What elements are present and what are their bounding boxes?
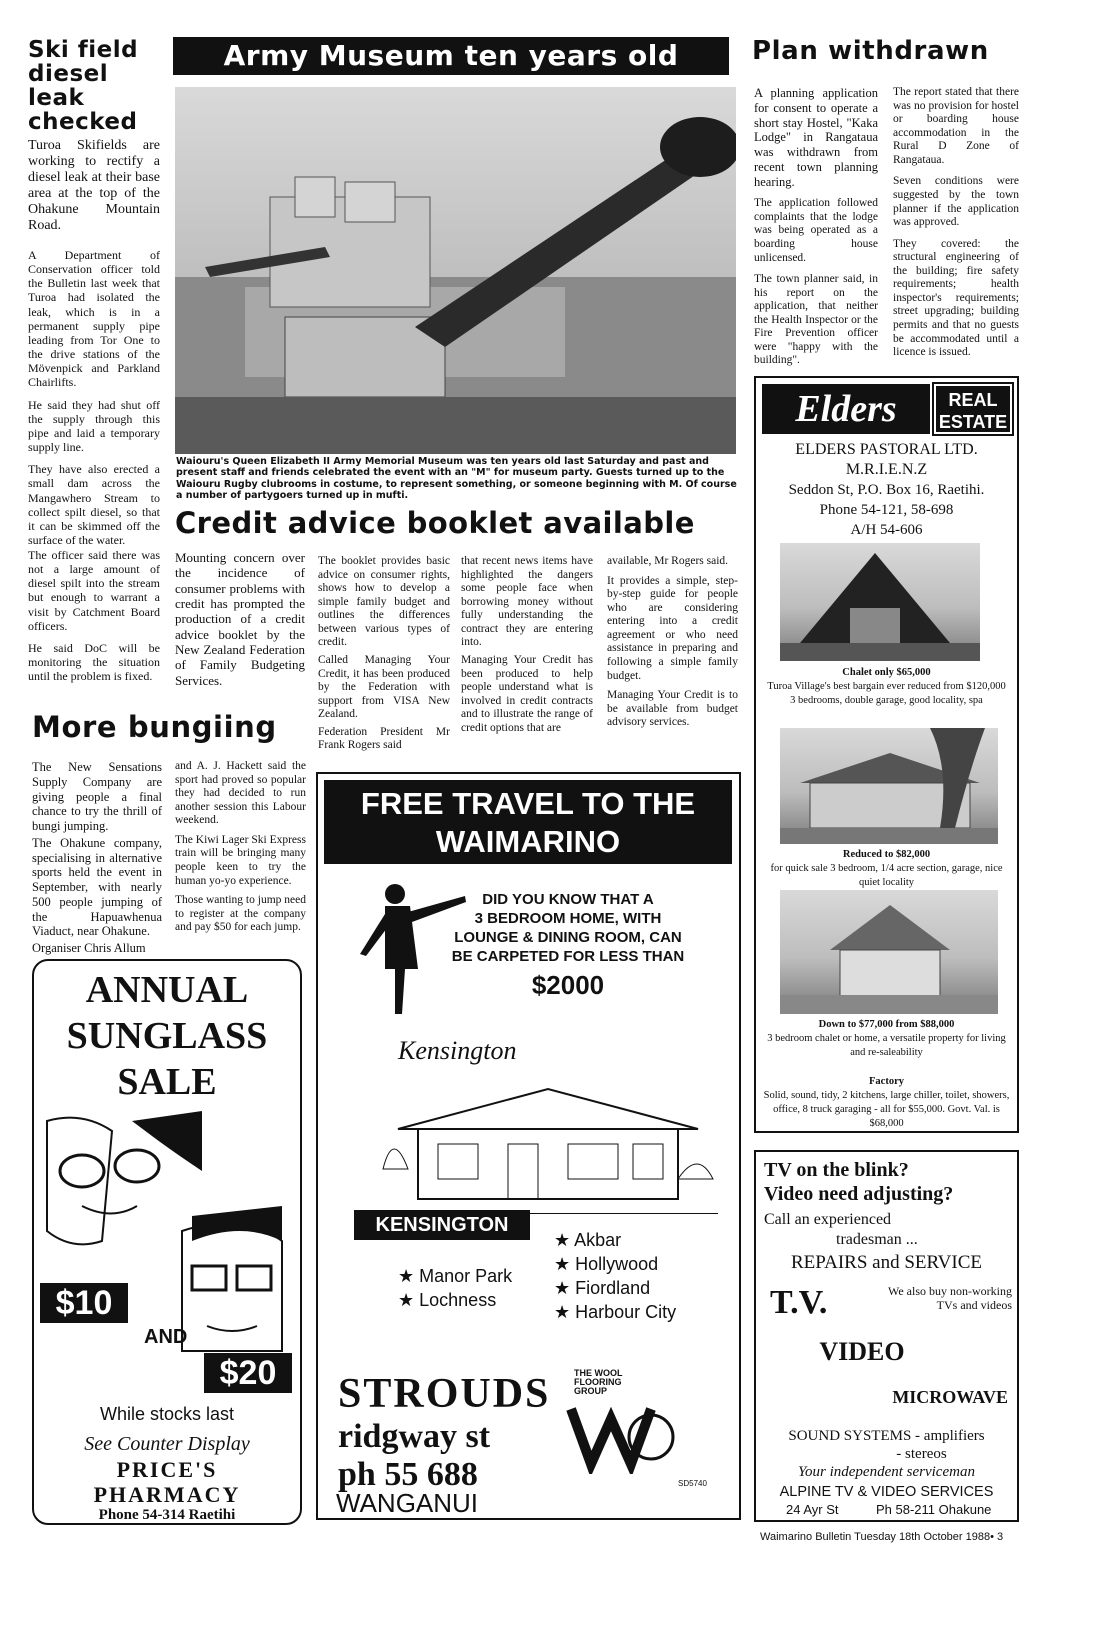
credit-paragraph: Managing Your Credit is to be available from budget advisory services. — [607, 689, 738, 729]
tv-buy-note — [852, 1284, 1012, 1312]
credit-paragraph: Federation President Mr Frank Rogers said — [318, 725, 450, 752]
carpet-range-list-2 — [554, 1228, 676, 1324]
pharmacy-name-1: PRICE'S — [116, 1457, 218, 1482]
sound-line: - stereos — [896, 1446, 947, 1462]
elders-contact — [756, 440, 1017, 540]
elders-company: ELDERS PASTORAL LTD. — [795, 441, 978, 458]
sound-line: SOUND SYSTEMS - amplifiers — [788, 1428, 985, 1444]
carpet-range-item: ★ Manor Park — [398, 1266, 513, 1286]
carpet-range-item: ★ Harbour City — [554, 1302, 677, 1322]
tv-buy-line: We also buy non-working — [887, 1284, 1012, 1298]
house-illustration — [780, 728, 998, 844]
house-2-photo — [780, 728, 998, 844]
listing-title: Chalet only $65,000 — [842, 667, 931, 678]
ad-code: SD5740 — [678, 1479, 707, 1488]
elders-real-estate-ad — [754, 376, 1019, 1133]
carpet-range-item: ★ Fiordland — [554, 1278, 651, 1298]
free-travel-banner — [324, 780, 732, 864]
ski-lead: Turoa Skifields are working to rectify a diesel leak at their base area at the top of the Ohakune Mountain Road. — [28, 138, 160, 234]
listing-1 — [756, 666, 1017, 708]
plan-headline: Plan withdrawn — [752, 36, 989, 66]
credit-col-3 — [461, 555, 593, 743]
sunglasses-faces-illustration — [42, 1111, 292, 1361]
pharmacy-name-2: PHARMACY — [93, 1482, 241, 1507]
listing-title: Down to $77,000 from $88,000 — [818, 1019, 955, 1030]
question-line: LOUNGE & DINING ROOM, CAN — [454, 929, 682, 946]
ski-body-continued — [28, 548, 160, 691]
house-illustration — [378, 1069, 718, 1214]
tv-call-line: tradesman ... — [836, 1231, 918, 1248]
carpet-price: $2000 — [531, 970, 605, 1000]
tv-label: T.V. — [770, 1284, 828, 1321]
wool-line: FLOORING — [574, 1377, 622, 1387]
independent-serviceman: Your independent serviceman — [798, 1464, 975, 1480]
strouds-carpet-ad — [316, 772, 741, 1520]
real-estate-badge — [934, 384, 1012, 434]
bungi-paragraph: and A. J. Hackett said the sport had proved so popular they had decided to run another session this Labour weekend. — [175, 760, 306, 827]
page-footer: Waimarino Bulletin Tuesday 18th October 1988• 3 — [760, 1531, 1004, 1543]
plan-col-1 — [754, 86, 878, 376]
elders-logo: Elders — [762, 384, 930, 434]
sunglass-title — [34, 967, 300, 1105]
question-line: DID YOU KNOW THAT A — [482, 891, 654, 908]
sunglass-title-line: ANNUAL — [85, 969, 249, 1011]
elders-phone: Phone 54-121, 58-698 — [819, 502, 954, 518]
stocks-note: While stocks last — [99, 1404, 235, 1424]
sound-systems — [756, 1427, 1017, 1463]
ski-paragraph: The officer said there was not a large amount of diesel spilt into the stream but enough to warrant a visit by Catchment Board officers. — [28, 548, 160, 633]
bungi-headline: More bungiing — [32, 710, 277, 744]
ski-paragraph: He said they had shut off the supply through this pipe and laid a temporary supply line. — [28, 397, 160, 455]
bungi-col-1 — [32, 760, 162, 964]
price-20-badge: $20 — [204, 1353, 292, 1393]
alpine-name: ALPINE TV & VIDEO SERVICES — [779, 1484, 994, 1500]
question-line: BE CARPETED FOR LESS THAN — [451, 948, 685, 965]
army-museum-photo — [175, 87, 736, 454]
credit-paragraph: It provides a simple, step-by-step guide for people who are considering entering into a credit agreement or who need assistance in preparing and following a simple family budget. — [607, 574, 738, 682]
chalet-house-illustration — [780, 543, 980, 661]
credit-headline: Credit advice booklet available — [175, 506, 695, 540]
microwave-label: MICROWAVE — [892, 1387, 1008, 1407]
tv-heading-line: TV on the blink? — [764, 1159, 909, 1181]
carpet-question — [438, 890, 698, 966]
video-label: VIDEO — [819, 1337, 905, 1366]
chalet-home-illustration — [780, 890, 998, 1014]
credit-paragraph: Managing Your Credit has been produced to help people understand what is involved in credit contracts and to illustrate the range of credit options that are — [461, 653, 593, 734]
credit-col-2 — [318, 555, 450, 761]
listing-3 — [756, 1018, 1017, 1060]
army-headline: Army Museum ten years old — [173, 37, 729, 75]
army-caption: Waiouru's Queen Elizabeth II Army Memorial Museum was ten years old last Saturday and past and present staff and friends celebrated the event with an "M" for museum party. Guests turned up to the Waiouru Rugby clubrooms in costume, to represent something, or someone beginning with M. Of course a number of partygoers turned up in mufti. — [176, 456, 737, 502]
sunglass-title-line: SUNGLASS — [66, 1015, 268, 1057]
tank-gun-illustration — [175, 87, 736, 454]
house-3-photo — [780, 890, 998, 1014]
alpine-phone: Ph 58-211 Ohakune — [876, 1502, 992, 1517]
tv-call-line: Call an experienced — [764, 1211, 892, 1228]
listing-title: Factory — [869, 1076, 904, 1087]
plan-paragraph: Seven conditions were suggested by the town planner if the application was approved. — [893, 175, 1019, 229]
credit-col-4 — [607, 555, 738, 738]
plan-paragraph: The report stated that there was no provision for hostel or boarding house accommodation in the Rural D Zone of Rangataua. — [893, 86, 1019, 166]
sunglass-and: AND — [144, 1326, 188, 1348]
plan-paragraph: A planning application for consent to operate a short stay Hostel, "Kaka Lodge" in Rangataua was withdrawn from recent town planning hearing. — [754, 86, 878, 189]
listing-description: 3 bedroom chalet or home, a versatile property for living and re-saleability — [767, 1033, 1006, 1058]
carpet-range-item: ★ Lochness — [398, 1290, 497, 1310]
bungi-paragraph: The Ohakune company, specialising in alternative sports held the event in September, with nearly 500 people jumping of the Hapuawhenua Viaduct, near Ohakune. — [32, 835, 162, 939]
wool-flooring-group — [574, 1369, 623, 1396]
carpet-range-list-1 — [398, 1264, 512, 1312]
bungi-paragraph: The Kiwi Lager Ski Express train will be bringing many people keen to try the human yo-yo experience. — [175, 833, 306, 887]
sunglass-title-line: SALE — [117, 1061, 217, 1103]
credit-paragraph: The booklet provides basic advice on consumer rights, shows how to develop a simple family budget and outlines the differences between various types of credit. — [318, 555, 450, 649]
strouds-phone: ph 55 688 — [338, 1456, 478, 1493]
tv-heading — [764, 1158, 953, 1206]
bungi-paragraph: The New Sensations Supply Company are giving people a final chance to try the thrill of bungi jumping. — [32, 760, 162, 833]
tv-call — [764, 1210, 918, 1250]
ski-headline: Ski field diesel leak checked — [28, 37, 139, 136]
listing-description: Solid, sound, tidy, 2 kitchens, large chiller, toilet, showers, office, 8 truck garaging - all for $55,000. Govt. Val. is $68,000 — [763, 1090, 1010, 1129]
bungi-paragraph: Those wanting to jump need to register at the company and pay $50 for each jump. — [175, 894, 306, 934]
banner-line: WAIMARINO — [435, 824, 621, 859]
banner-line: FREE TRAVEL TO THE — [360, 786, 696, 821]
carpet-range-item: ★ Hollywood — [554, 1254, 659, 1274]
plan-paragraph: The application followed complaints that the lodge was being operated as a boarding house unlicensed. — [754, 197, 878, 264]
tv-heading-line: Video need adjusting? — [764, 1183, 954, 1205]
listing-description: Turoa Village's best bargain ever reduced from $120,000 3 bedrooms, double garage, good locality, spa — [767, 681, 1006, 706]
plan-paragraph: The town planner said, in his report on the application, that neither the Health Inspector or the Fire Prevention officer were "happy with the building". — [754, 273, 878, 367]
counter-display: See Counter Display — [84, 1433, 250, 1455]
price-10-badge: $10 — [40, 1283, 128, 1323]
kensington-script-logo: Kensington — [398, 1036, 517, 1065]
strouds-city: WANGANUI — [336, 1488, 479, 1518]
wool-line: THE WOOL — [574, 1368, 623, 1378]
sunglass-sale-ad — [32, 959, 302, 1525]
kensington-label: KENSINGTON — [354, 1210, 530, 1240]
plan-col-2 — [893, 86, 1019, 368]
ski-body — [28, 248, 160, 555]
elders-reg: M.R.I.E.N.Z — [845, 461, 928, 478]
listing-2 — [756, 848, 1017, 890]
strouds-name: STROUDS — [338, 1371, 551, 1417]
question-line: 3 BEDROOM HOME, WITH — [474, 910, 662, 927]
credit-paragraph: Called Managing Your Credit, it has been produced by the Federation with support from VISA New Zealand. — [318, 653, 450, 721]
plan-paragraph: They covered: the structural engineering of the building; fire safety requirements; health inspector's requirements; street upgrading; building permits and that no guests be accommodated until a licence is issued. — [893, 237, 1019, 359]
elders-address: Seddon St, P.O. Box 16, Raetihi. — [788, 482, 985, 498]
ski-paragraph: A Department of Conservation officer told the Bulletin last week that Turoa had isolated the leak, which is in a permanent supply pipe leading from Tor One to the drive stations of the Mövenpick and Parkland Chairlifts. — [28, 248, 160, 390]
bungi-col-2 — [175, 760, 306, 943]
alpine-address: 24 Ayr St — [786, 1502, 839, 1517]
bungi-paragraph: Organiser Chris Allum — [32, 941, 146, 955]
elders-after-hours: A/H 54-606 — [850, 522, 923, 538]
strouds-street: ridgway st — [338, 1418, 491, 1455]
carpet-range-item: ★ Akbar — [554, 1230, 622, 1250]
tv-repairs: REPAIRS and SERVICE — [791, 1252, 982, 1273]
credit-col-1: Mounting concern over the incidence of consumer problems with credit has prompted the production of a credit advice booklet by the New Zealand Federation of Family Budgeting Services. — [175, 550, 305, 688]
chalet-photo — [780, 543, 980, 661]
credit-paragraph: available, Mr Rogers said. — [607, 555, 729, 567]
ski-paragraph: He said DoC will be monitoring the situation until the problem is fixed. — [28, 640, 160, 684]
listing-description: for quick sale 3 bedroom, 1/4 acre section, garage, nice quiet locality — [770, 863, 1003, 888]
ski-paragraph: They have also erected a small dam across the Mangawhero Stream to collect spilt diesel, so that it can be skimmed off the surface of the water. — [28, 462, 160, 547]
listing-4 — [756, 1075, 1017, 1131]
badge-line: REAL — [948, 390, 998, 410]
pharmacy-phone: Phone 54-314 Raetihi — [98, 1507, 236, 1523]
wool-group-logo-icon — [566, 1399, 676, 1474]
listing-title: Reduced to $82,000 — [842, 849, 931, 860]
tv-buy-line: TVs and videos — [936, 1298, 1012, 1312]
alpine-tv-ad — [754, 1150, 1019, 1522]
credit-paragraph: that recent news items have highlighted the dangers some people face when borrowing money without fully understanding the contract they are entering into. — [461, 555, 593, 649]
badge-line: ESTATE — [938, 412, 1008, 432]
wool-line: GROUP — [574, 1386, 608, 1396]
